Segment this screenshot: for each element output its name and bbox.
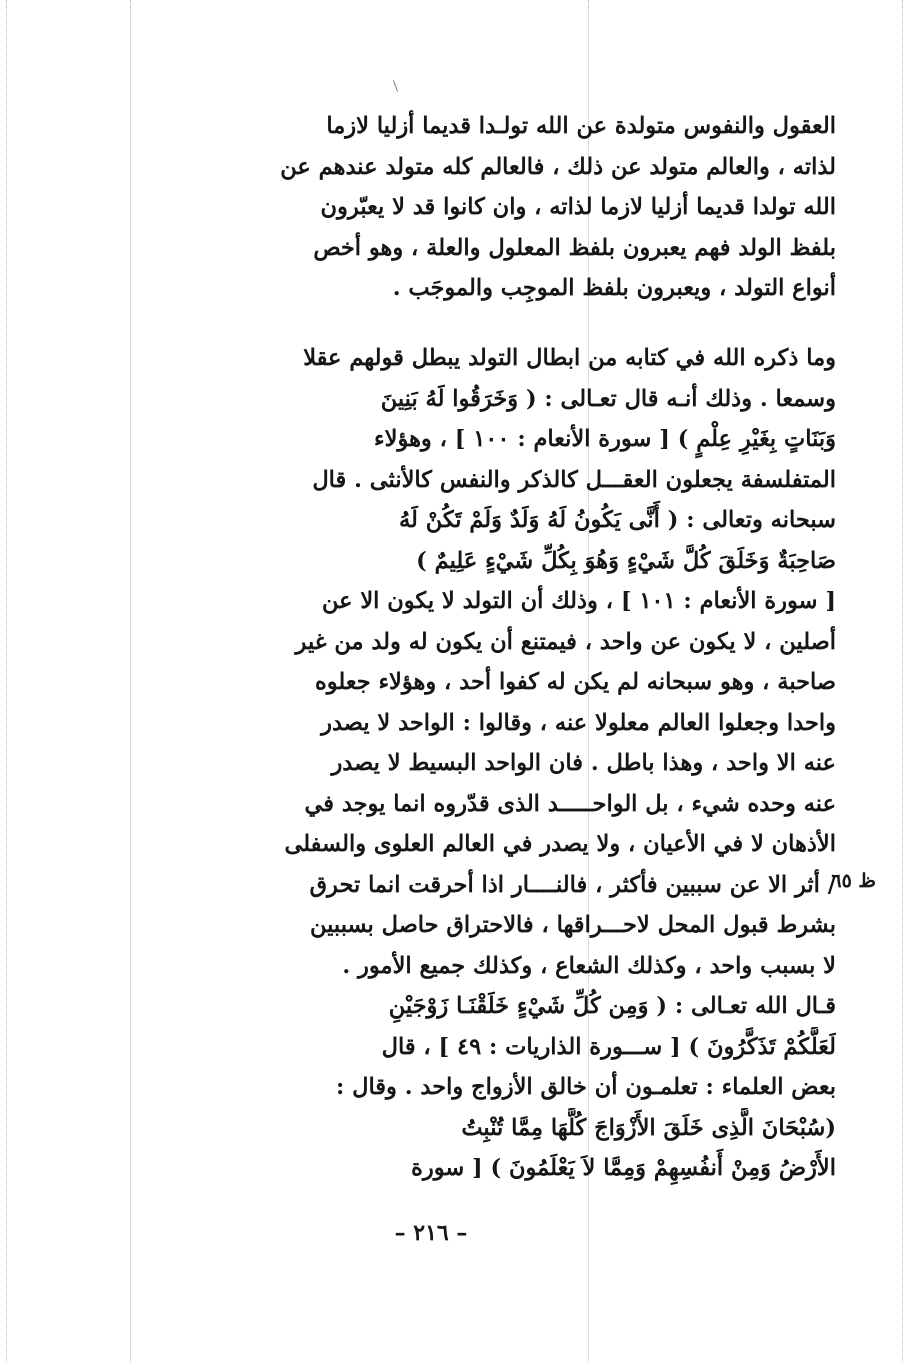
text-line: عنه وحده شيء ، بل الواحـــــد الذى قدّروه انما يوجد في (304, 790, 836, 817)
text-line: (سُبْحَانَ الَّذِى خَلَقَ الأَزْوَاجَ كُلَّهَا مِمَّا تُنْبِتُ (461, 1114, 836, 1141)
scan-artifact-line (6, 0, 7, 1362)
text-line: الله تولدا قديما أزليا لازما لذاته ، وان كانوا قد لا يعبّرون (320, 194, 836, 220)
text-line: الأذهان لا في الأعيان ، ولا يصدر في العالم العلوى والسفلى (284, 831, 836, 857)
text-line: بلفظ الولد فهم يعبرون بلفظ المعلول والعلة ، وهو أخص (313, 234, 836, 261)
scan-artifact-line (902, 0, 903, 1362)
text-line: أنواع التولد ، ويعبرون بلفظ الموجِب والموجَب . (392, 275, 836, 301)
text-line: قـال الله تعـالى : ( وَمِن كُلِّ شَيْءٍ خَلَقْنَـا زَوْجَيْنِ (388, 993, 836, 1019)
text-line: سبحانه وتعالى : ( أَنَّى يَكُونُ لَهُ وَلَدٌ وَلَمْ تَكُنْ لَهُ (398, 507, 836, 533)
text-line: وما ذكره الله في كتابه من ابطال التولد يبطل قولهم عقلا (303, 345, 836, 371)
text-line: الأَرْضُ وَمِنْ أَنفُسِهِمْ وَمِمَّا لاَ يَعْلَمُونَ ) [ سورة (411, 1155, 836, 1181)
text-line: وسمعا . وذلك أنـه قال تعـالى : ( وَخَرَقُوا لَهُ بَنِينَ (380, 385, 836, 412)
text-line: واحدا وجعلوا العالم معلولا عنه ، وقالوا : الواحد لا يصدر (321, 709, 836, 736)
text-line: بعض العلماء : تعلمـون أن خالق الأزواج واحد . وقال : (335, 1074, 836, 1100)
text-line: صَاحِبَةٌ وَخَلَقَ كُلَّ شَيْءٍ وَهُوَ بِكُلِّ شَيْءٍ عَلِيمٌ ) (416, 547, 836, 574)
scan-artifact-mark (393, 80, 398, 92)
text-line: لذاته ، والعالم متولد عن ذلك ، فالعالم كله متولد عندهم عن (280, 153, 836, 180)
paragraph-2 (128, 338, 836, 1189)
page-number: – ٢١٦ – (394, 1220, 468, 1246)
text-line: بشرط قبول المحل لاحـــراقها ، فالاحتراق حاصل بسببين (309, 912, 836, 938)
text-line: لا بسبب واحد ، وكذلك الشعاع ، وكذلك جميع الأمور . (342, 952, 836, 979)
text-line: / أثر الا عن سببين فأكثر ، فالنــــار اذا أحرقت انما تحرق (309, 871, 836, 898)
text-line: وَبَنَاتٍ بِغَيْرِ عِلْمٍ ) [ سورة الأنعام : ١٠٠ ] ، وهؤلاء (374, 426, 836, 452)
text-line: لَعَلَّكُمْ تَذَكَّرُونَ ) [ ســـورة الذاريات : ٤٩ ] ، قال (381, 1033, 836, 1060)
text-line: أصلين ، لا يكون عن واحد ، فيمتنع أن يكون له ولد من غير (295, 628, 836, 655)
manuscript-folio-note: ظ ٦٥ (831, 870, 876, 892)
text-line: عنه الا واحد ، وهذا باطل . فان الواحد البسيط لا يصدر (331, 750, 836, 776)
text-line: المتفلسفة يجعلون العقـــل كالذكر والنفس كالأنثى . قال (312, 466, 836, 493)
text-line: [ سورة الأنعام : ١٠١ ] ، وذلك أن التولد لا يكون الا عن (321, 588, 836, 614)
text-line: العقول والنفوس متولدة عن الله تولـدا قديما أزليا لازما (326, 113, 836, 139)
text-line: صاحبة ، وهو سبحانه لم يكن له كفوا أحد ، وهؤلاء جعلوه (314, 669, 836, 695)
paragraph-1 (128, 106, 836, 309)
